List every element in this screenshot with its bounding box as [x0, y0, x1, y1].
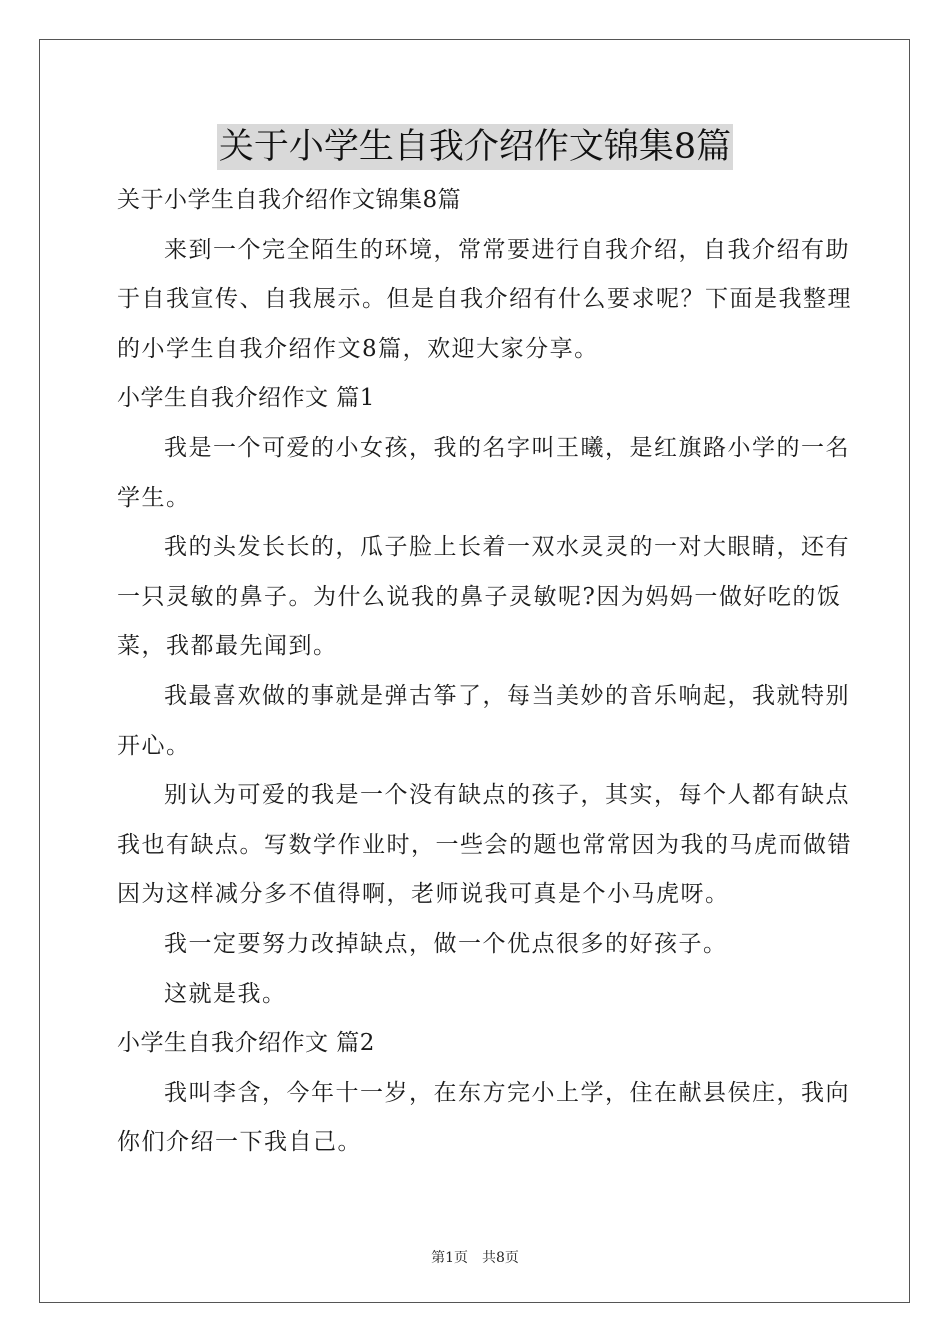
paragraph-line: 的小学生自我介绍作文8篇，欢迎大家分享。	[117, 335, 599, 362]
section-heading: 小学生自我介绍作文 篇1	[117, 385, 375, 412]
section-heading: 小学生自我介绍作文 篇2	[117, 1030, 375, 1057]
title-area	[0, 124, 950, 170]
document-title: 关于小学生自我介绍作文锦集8篇	[217, 124, 733, 170]
paragraph-line: 菜，我都最先闻到。	[117, 633, 338, 660]
paragraph-line: 来到一个完全陌生的环境，常常要进行自我介绍，自我介绍有助	[164, 236, 850, 263]
document-body	[117, 176, 852, 1168]
paragraph-line: 别认为可爱的我是一个没有缺点的孩子，其实，每个人都有缺点	[164, 782, 850, 809]
paragraph-line: 我叫李含，今年十一岁，在东方完小上学，住在献县侯庄，我向	[164, 1079, 850, 1106]
paragraph-line: 我最喜欢做的事就是弹古筝了，每当美妙的音乐响起，我就特别	[164, 682, 850, 709]
paragraph-line: 我是一个可爱的小女孩，我的名字叫王曦，是红旗路小学的一名	[164, 434, 850, 461]
paragraph-line: 一只灵敏的鼻子。为什么说我的鼻子灵敏呢?因为妈妈一做好吃的饭	[117, 583, 842, 610]
page-footer: 第1页 共8页	[431, 1250, 519, 1266]
paragraph-line: 我一定要努力改掉缺点，做一个优点很多的好孩子。	[164, 930, 728, 957]
paragraph-line: 学生。	[117, 484, 191, 511]
paragraph-line: 于自我宣传、自我展示。但是自我介绍有什么要求呢？下面是我整理	[117, 286, 852, 313]
paragraph-line: 你们介绍一下我自己。	[117, 1129, 362, 1156]
paragraph-line: 开心。	[117, 732, 191, 759]
paragraph-line: 我也有缺点。写数学作业时，一些会的题也常常因为我的马虎而做错	[117, 831, 852, 858]
paragraph-line: 我的头发长长的，瓜子脸上长着一双水灵灵的一对大眼睛，还有	[164, 534, 850, 561]
paragraph-line: 这就是我。	[164, 980, 287, 1007]
paragraph-line: 因为这样减分多不值得啊，老师说我可真是个小马虎呀。	[117, 881, 730, 908]
section-heading: 关于小学生自我介绍作文锦集8篇	[117, 187, 462, 213]
